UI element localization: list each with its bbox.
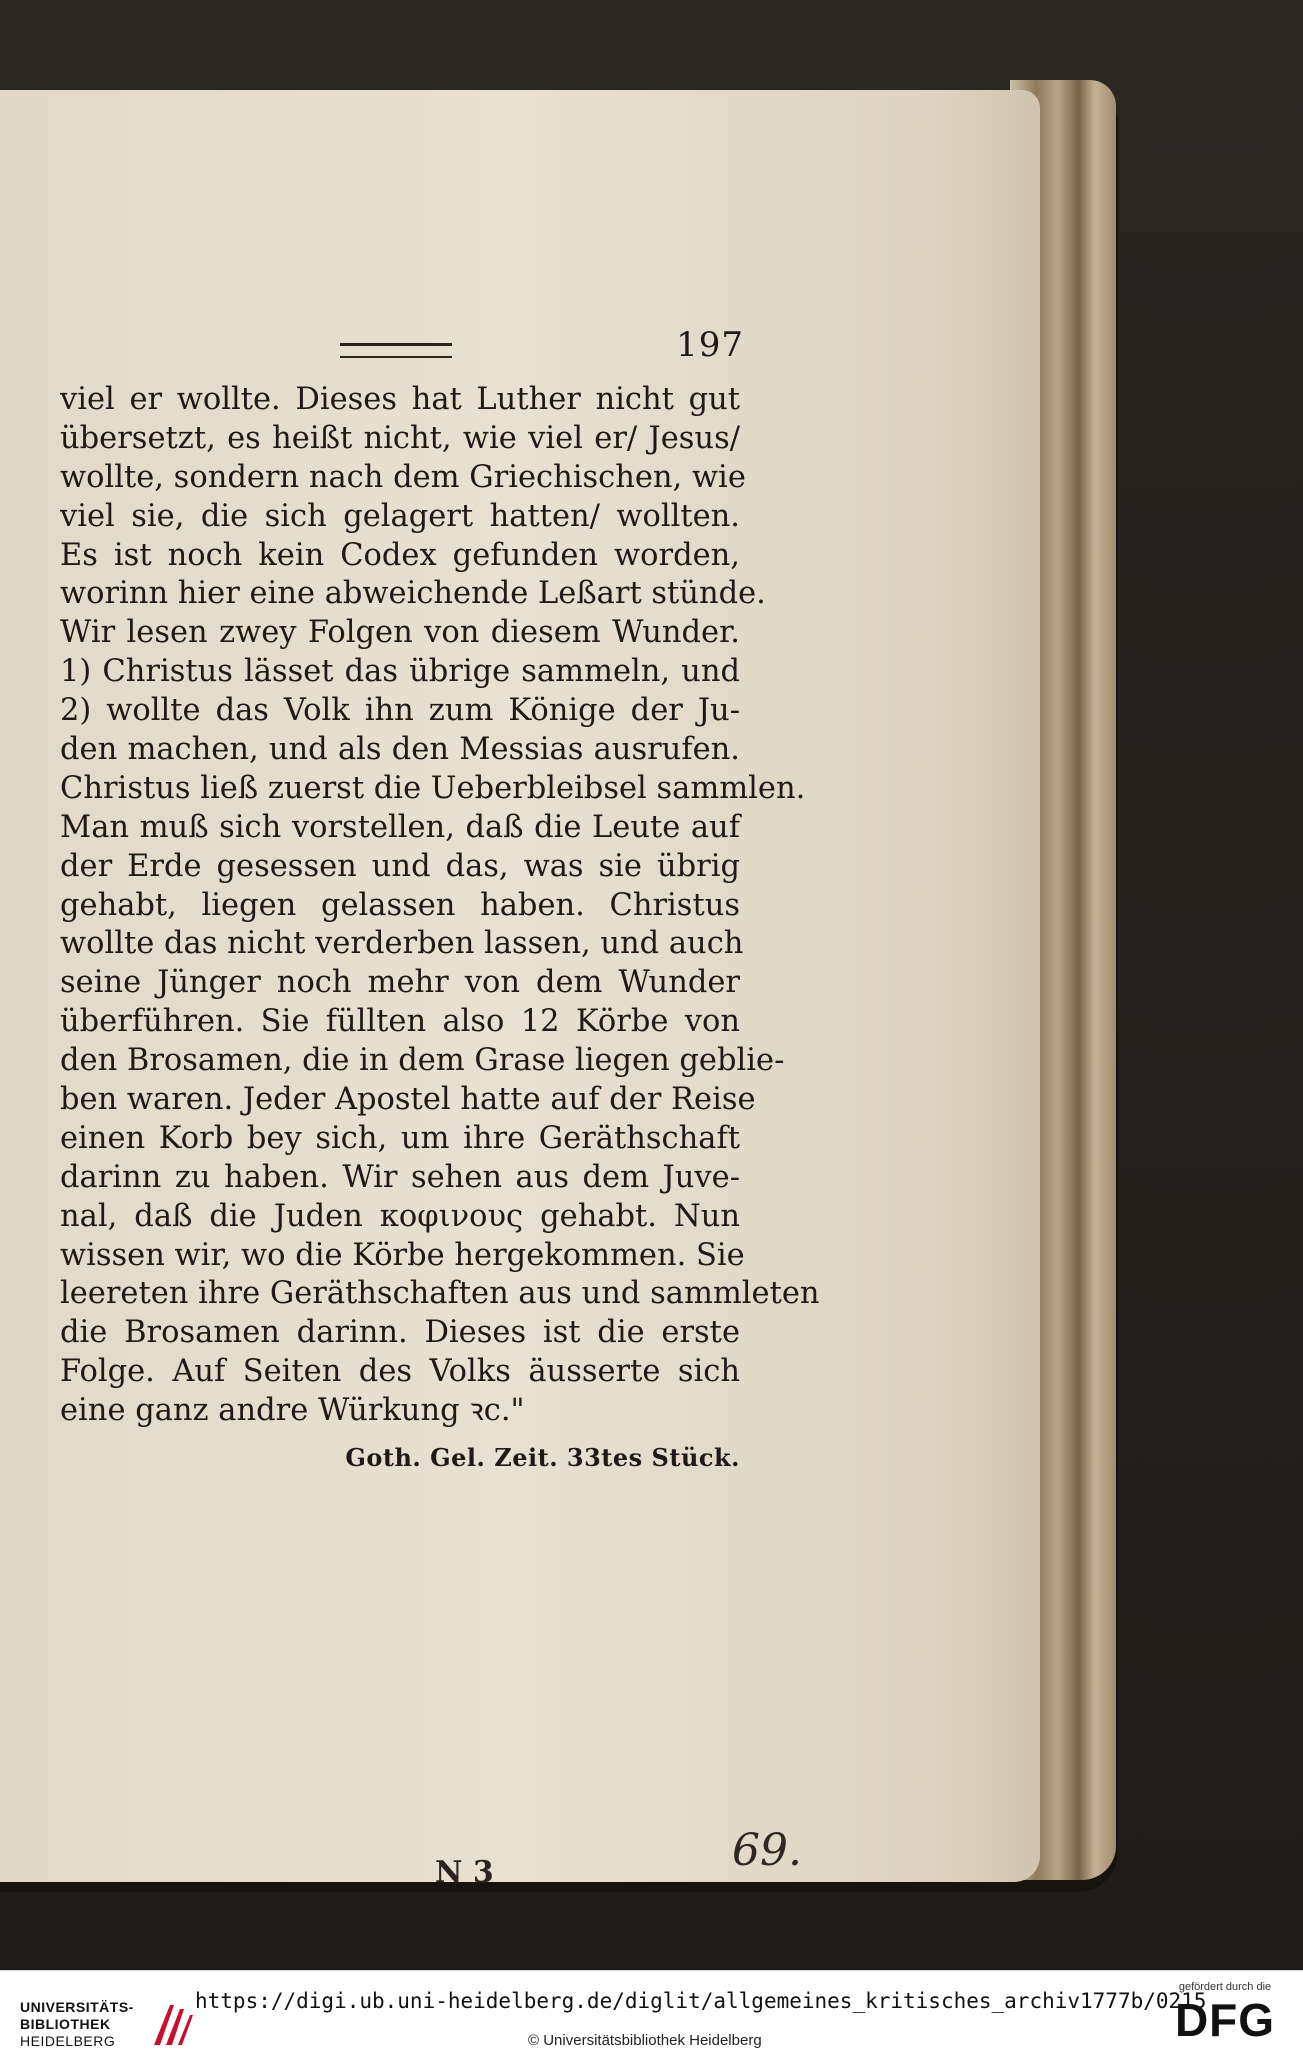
- dfg-caption: gefördert durch die: [1178, 1981, 1272, 1993]
- text-line: Man muß sich vorstellen, daß die Leute auf: [60, 809, 740, 845]
- text-line: Christus ließ zuerst die Ueberbleibsel sammlen.: [60, 770, 806, 806]
- text-line: worinn hier eine abweichende Leßart stünde.: [60, 576, 766, 612]
- text-line: gehabt, liegen gelassen haben. Christus: [60, 887, 740, 923]
- dfg-funding-logo[interactable]: [1160, 1981, 1290, 2061]
- text-line: wollte, sondern nach dem Griechischen, wie: [60, 459, 746, 495]
- text-line: darinn zu haben. Wir sehen aus dem Juve-: [60, 1159, 740, 1195]
- text-line: den machen, und als den Messias ausrufen.: [60, 732, 740, 768]
- text-line: den Brosamen, die in dem Grase liegen geblie-: [60, 1043, 785, 1079]
- text-line: Folge. Auf Seiten des Volks äusserte sich: [60, 1354, 740, 1390]
- book-page: [0, 90, 1040, 1890]
- viewer-footer: [0, 1970, 1303, 2066]
- text-line: nal, daß die Juden κοφινους gehabt. Nun: [60, 1198, 740, 1234]
- text-line: Es ist noch kein Codex gefunden worden,: [60, 537, 740, 573]
- library-emblem-icon: [150, 1999, 194, 2047]
- dfg-logo-text: DFG: [1174, 1994, 1276, 2046]
- text-line: Wir lesen zwey Folgen von diesem Wunder.: [60, 615, 740, 651]
- library-name-line-1: UNIVERSITÄTS-: [20, 1999, 134, 2015]
- source-citation: Goth. Gel. Zeit. 33tes Stück.: [345, 1443, 740, 1473]
- body-text: [60, 381, 820, 1431]
- handwritten-folio-number: 69.: [732, 1825, 802, 1876]
- text-line: die Brosamen darinn. Dieses ist die erste: [60, 1315, 740, 1351]
- permalink-url[interactable]: https://digi.ub.uni-heidelberg.de/diglit/allgemeines_kritisches_archiv1777b/0215: [195, 1989, 1207, 2013]
- header-ornament-rule: [340, 343, 452, 358]
- copyright-notice: © Universitätsbibliothek Heidelberg: [528, 2032, 762, 2049]
- text-line: leereten ihre Geräthschaften aus und sammleten: [60, 1276, 820, 1312]
- text-line: wollte das nicht verderben lassen, und auch: [60, 926, 744, 962]
- text-line: viel er wollte. Dieses hat Luther nicht gut: [60, 382, 740, 417]
- text-line: 1) Christus lässet das übrige sammeln, und: [60, 654, 740, 690]
- text-line: der Erde gesessen und das, was sie übrig: [60, 848, 740, 884]
- text-line: einen Korb bey sich, um ihre Geräthschaft: [60, 1120, 740, 1156]
- text-line: viel sie, die sich gelagert hatten/ wollten.: [60, 498, 740, 534]
- text-line: überführen. Sie füllten also 12 Körbe von: [60, 1004, 740, 1040]
- page-number: 197: [676, 325, 744, 365]
- text-line: wissen wir, wo die Körbe hergekommen. Sie: [60, 1237, 745, 1273]
- text-line: ben waren. Jeder Apostel hatte auf der Reise: [60, 1082, 756, 1118]
- library-logo[interactable]: [20, 1997, 190, 2049]
- signature-mark: N 3: [435, 1855, 494, 1890]
- text-line: 2) wollte das Volk ihn zum Könige der Ju-: [60, 693, 740, 729]
- text-line: übersetzt, es heißt nicht, wie viel er/ Jesus/: [60, 420, 740, 456]
- library-name-line-3: HEIDELBERG: [20, 2033, 116, 2049]
- text-line: eine ganz andre Würkung ꝛc.": [60, 1393, 525, 1429]
- text-line: seine Jünger noch mehr von dem Wunder: [60, 965, 740, 1001]
- library-name-line-2: BIBLIOTHEK: [20, 2016, 111, 2032]
- page-header: [60, 325, 744, 375]
- page-content: [60, 325, 820, 1890]
